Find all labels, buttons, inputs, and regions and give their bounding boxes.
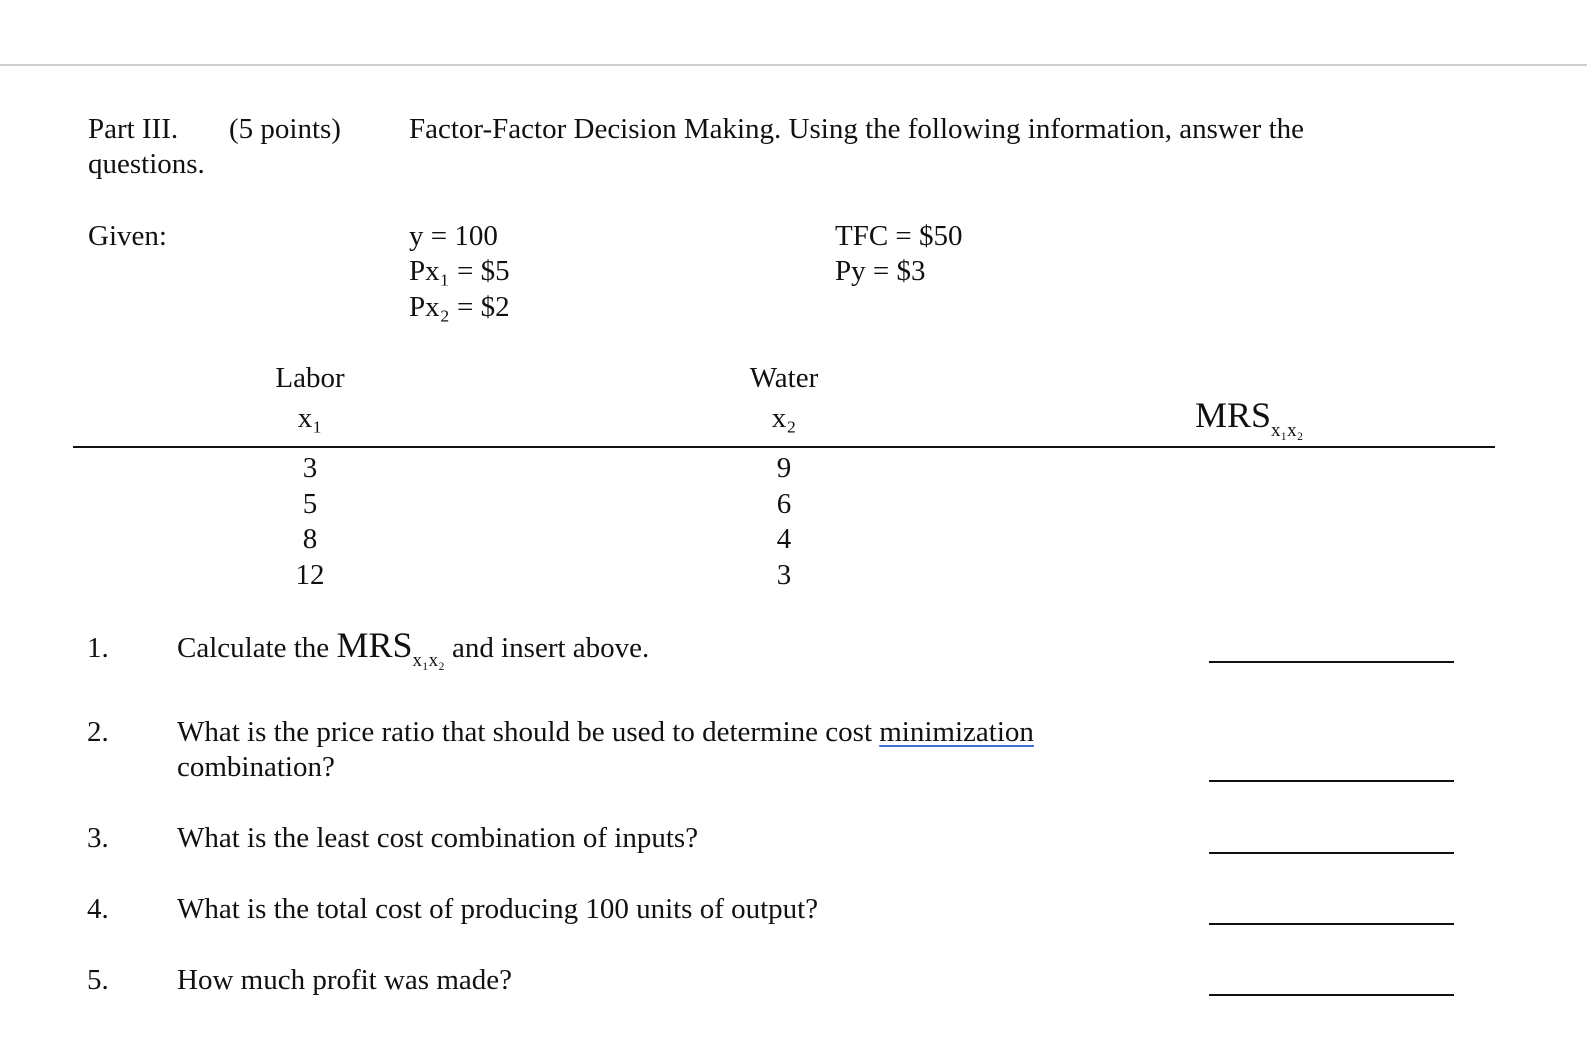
given-tfc: TFC = $50 bbox=[835, 220, 963, 252]
given-py: Py = $3 bbox=[835, 255, 926, 287]
question-number: 1. bbox=[87, 632, 109, 664]
question-number: 2. bbox=[87, 716, 109, 748]
part-label: Part III. bbox=[88, 113, 179, 145]
col-water-header: Water bbox=[749, 362, 819, 394]
answer-line-5[interactable] bbox=[1209, 994, 1454, 996]
col-mrs-header: $MRS_{x_1x_2}$ bbox=[1195, 395, 1304, 441]
top-separator bbox=[0, 64, 1587, 66]
given-label: Given: bbox=[88, 220, 167, 252]
question-number: 4. bbox=[87, 893, 109, 925]
answer-line-1[interactable] bbox=[1209, 661, 1454, 663]
table-header-rule bbox=[73, 446, 1495, 448]
table-cell-x2: 9 bbox=[776, 452, 792, 484]
points-label: (5 points) bbox=[229, 113, 341, 145]
given-y: y = 100 bbox=[409, 220, 498, 252]
question-2-text: What is the price ratio that should be used to determine cost minimization bbox=[177, 716, 1034, 748]
table-cell-x1: 5 bbox=[302, 488, 318, 520]
table-cell-x1: 12 bbox=[295, 559, 325, 591]
table-cell-x2: 6 bbox=[776, 488, 792, 520]
section-title: Factor-Factor Decision Making. Using the following information, answer the bbox=[409, 113, 1305, 145]
answer-line-4[interactable] bbox=[1209, 923, 1454, 925]
question-number: 5. bbox=[87, 964, 109, 996]
col-x2-header: x₂ bbox=[771, 402, 797, 434]
given-px1: Px₁ = $5 bbox=[409, 255, 510, 287]
answer-line-2[interactable] bbox=[1209, 780, 1454, 782]
answer-line-3[interactable] bbox=[1209, 852, 1454, 854]
table-cell-x1: 8 bbox=[302, 523, 318, 555]
given-px2: Px₂ = $2 bbox=[409, 291, 510, 323]
table-cell-x2: 3 bbox=[776, 559, 792, 591]
question-3-text: What is the least cost combination of inputs? bbox=[177, 822, 699, 854]
question-4-text: What is the total cost of producing 100 units of output? bbox=[177, 893, 819, 925]
col-x1-header: x₁ bbox=[297, 402, 323, 434]
table-cell-x2: 4 bbox=[776, 523, 792, 555]
question-number: 3. bbox=[87, 822, 109, 854]
question-1-text: Calculate the $MRS_{x_1x_2}$ and insert above. bbox=[177, 625, 650, 671]
section-title-continued: questions. bbox=[88, 148, 205, 180]
table-cell-x1: 3 bbox=[302, 452, 318, 484]
question-5-text: How much profit was made? bbox=[177, 964, 513, 996]
col-labor-header: Labor bbox=[275, 362, 345, 394]
question-2-text-continued: combination? bbox=[177, 751, 335, 783]
